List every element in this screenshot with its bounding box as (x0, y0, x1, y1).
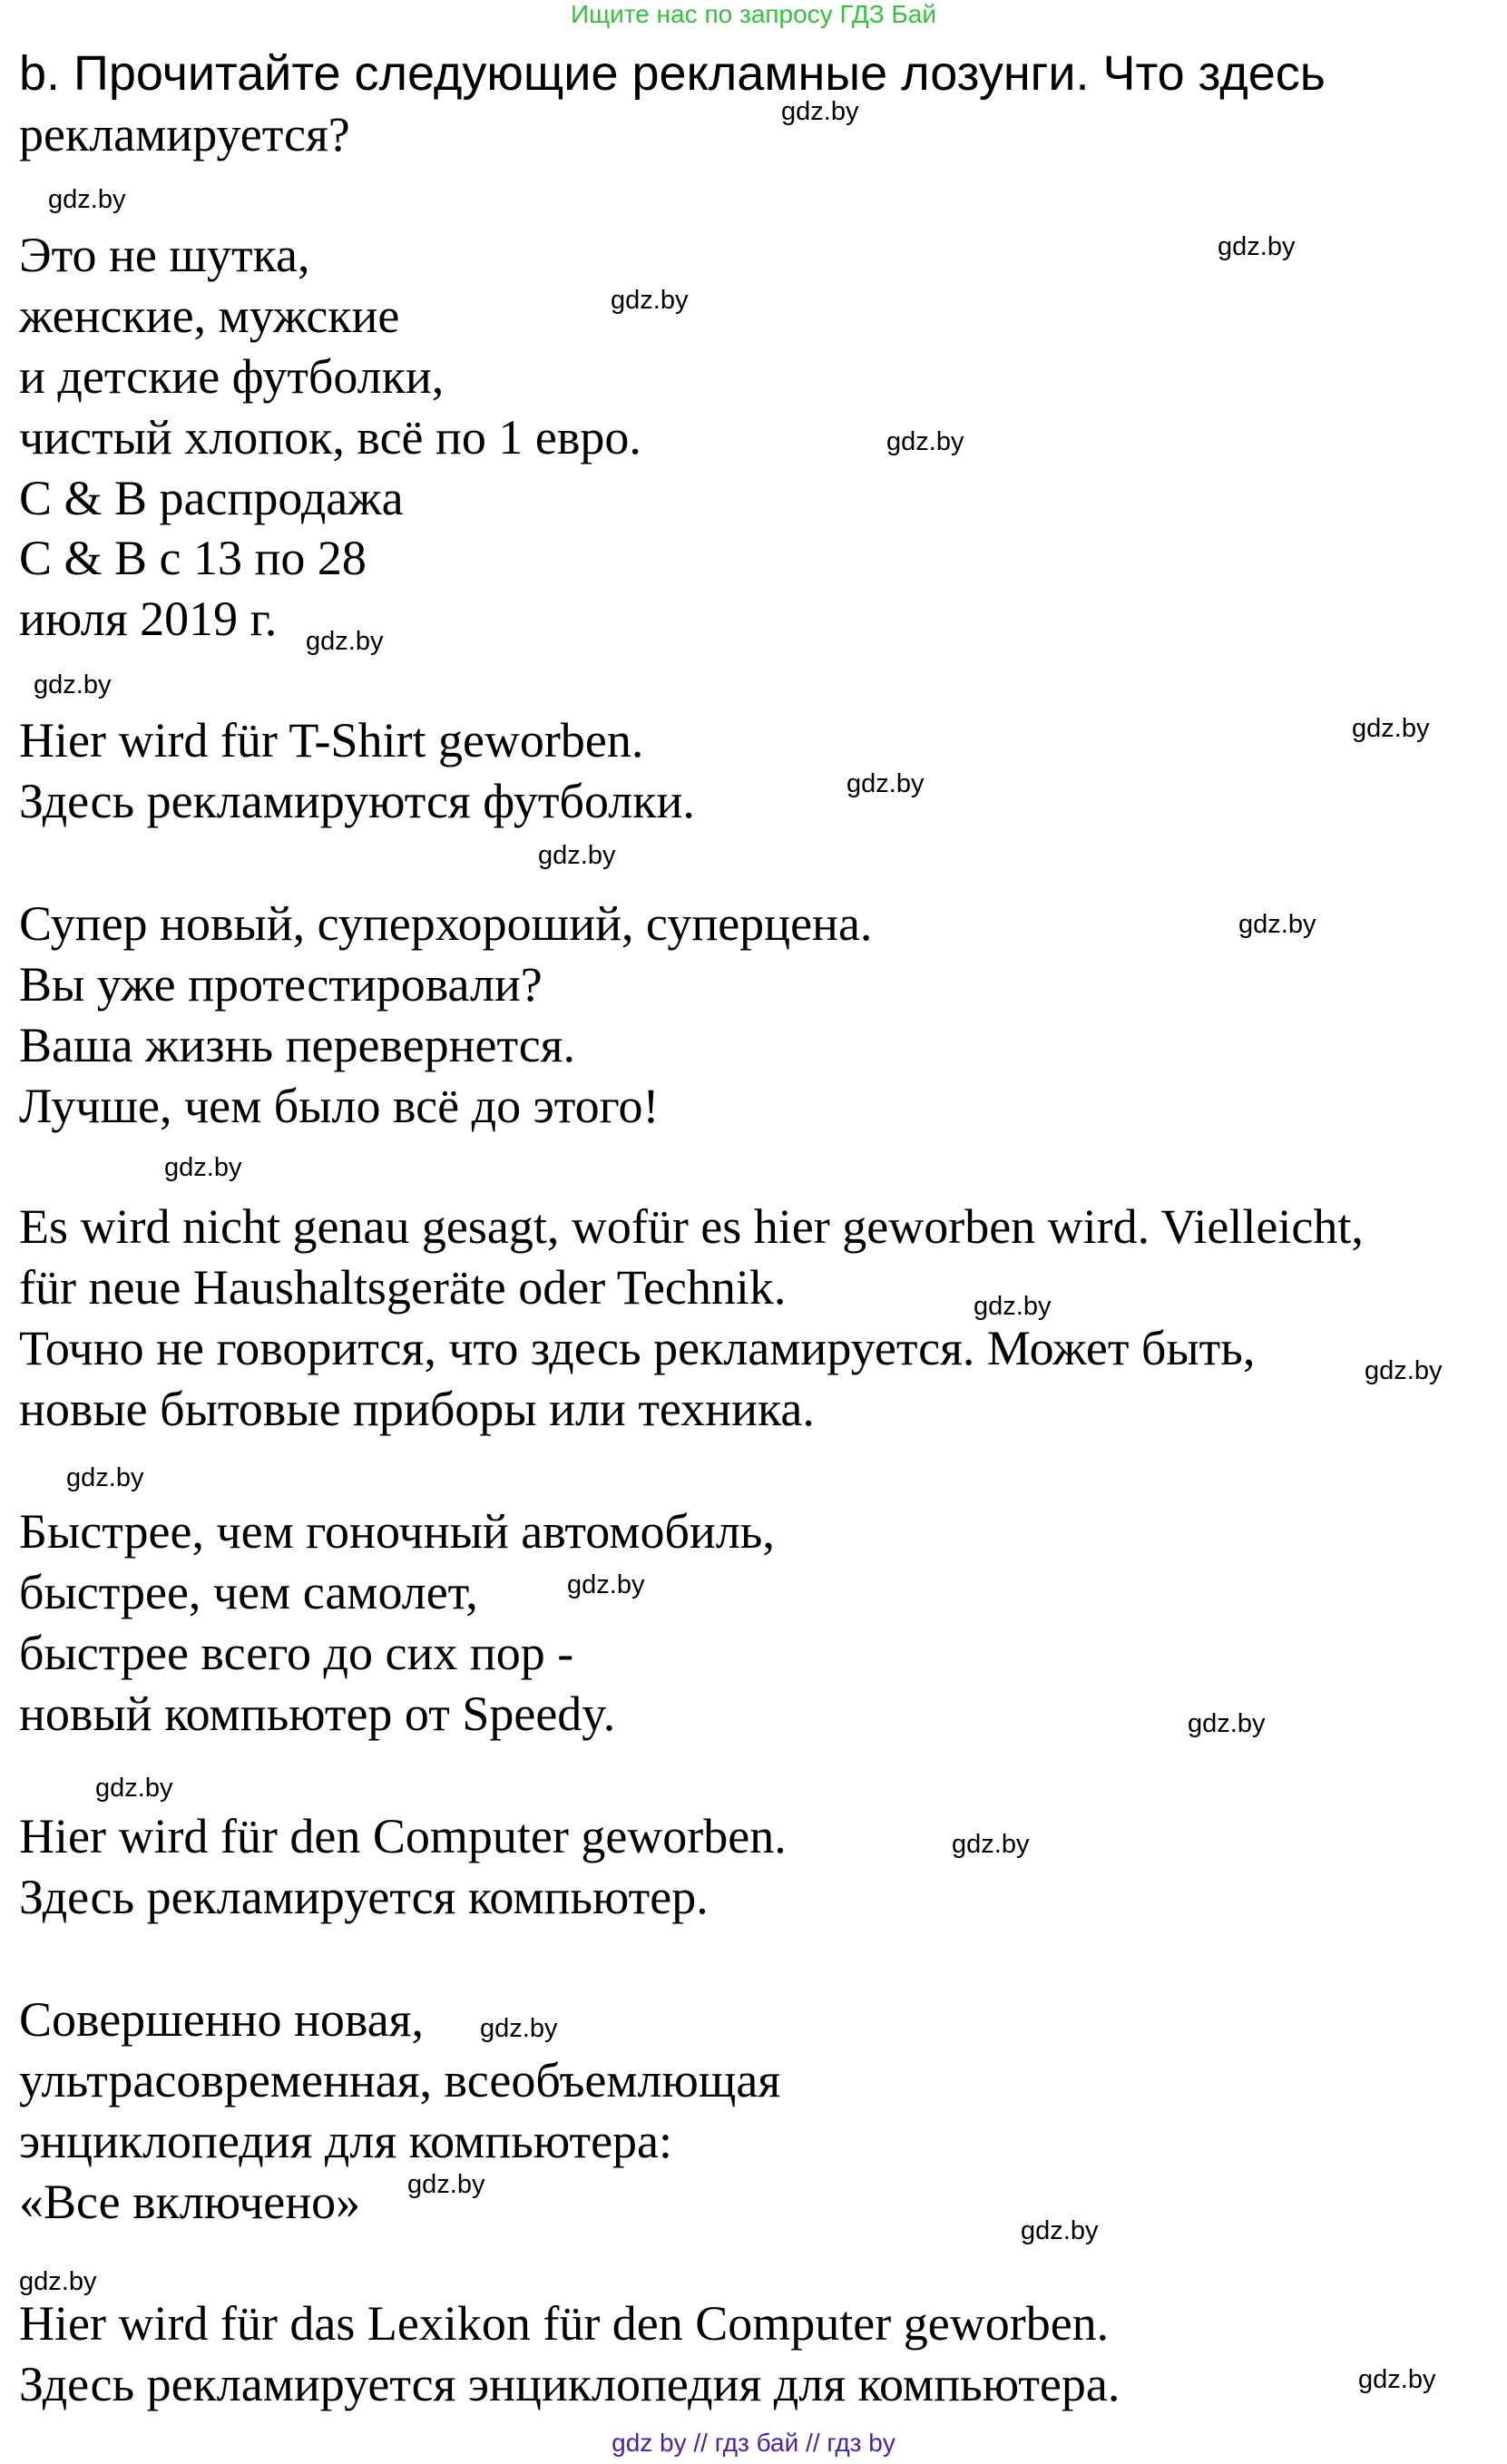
watermark: gdz.by (19, 2267, 97, 2296)
slogan-4-line-3: энциклопедия для компьютера: (19, 2114, 673, 2168)
slogan-3-line-4: новый компьютер от Speedy. (19, 1687, 616, 1741)
slogan-3-line-2: быстрее, чем самолет, (19, 1565, 478, 1619)
watermark: gdz.by (1188, 1709, 1266, 1738)
answer-4-line-2: Здесь рекламируется энциклопедия для компьютера. (19, 2357, 1120, 2411)
slogan-1-line-3: и детские футболки, (19, 349, 445, 404)
watermark: gdz.by (1352, 714, 1430, 743)
watermark: gdz.by (66, 1463, 144, 1492)
watermark: gdz.by (1238, 910, 1316, 939)
watermark: gdz.by (538, 841, 616, 870)
answer-4-line-1: Hier wird für das Lexikon für den Computer geworben. (19, 2296, 1110, 2351)
slogan-1-line-6: C & B с 13 по 28 (19, 531, 367, 585)
slogan-1-line-1: Это не шутка, (19, 228, 310, 282)
watermark: gdz.by (952, 1830, 1030, 1859)
answer-2-line-1: Es wird nicht genau gesagt, wofür es hier geworben wird. Vielleicht, (19, 1199, 1364, 1254)
watermark: gdz.by (567, 1570, 645, 1599)
watermark: gdz.by (34, 670, 112, 699)
slogan-4-line-4: «Все включено» (19, 2175, 361, 2229)
slogan-2-line-4: Лучше, чем было всё до этого! (19, 1079, 660, 1133)
watermark: gdz.by (1021, 2216, 1099, 2245)
slogan-2-line-1: Супер новый, суперхороший, суперцена. (19, 896, 873, 951)
watermark: gdz.by (1358, 2365, 1436, 2394)
watermark: gdz.by (407, 2170, 485, 2199)
answer-1-line-1: Hier wird für T-Shirt geworben. (19, 713, 644, 768)
watermark: gdz.by (48, 185, 126, 214)
answer-2-line-4: новые бытовые приборы или техника. (19, 1382, 815, 1436)
footer-links: gdz by // гдз бай // гдз by (612, 2429, 895, 2457)
slogan-4-line-1: Совершенно новая, (19, 1992, 425, 2047)
slogan-3-line-3: быстрее всего до сих пор - (19, 1626, 574, 1680)
watermark: gdz.by (1218, 232, 1296, 261)
answer-1-line-2: Здесь рекламируются футболки. (19, 774, 695, 828)
slogan-1-line-5: C & B распродажа (19, 471, 404, 525)
task-heading-line-2: рекламируется? (19, 107, 350, 161)
watermark: gdz.by (480, 2014, 558, 2043)
watermark: gdz.by (611, 286, 689, 315)
watermark: gdz.by (886, 427, 964, 456)
slogan-2-line-2: Вы уже протестировали? (19, 957, 543, 1012)
answer-2-line-2: für neue Haushaltsgeräte oder Technik. (19, 1260, 787, 1315)
answer-3-line-1: Hier wird für den Computer geworben. (19, 1809, 787, 1863)
slogan-1-line-7: июля 2019 г. (19, 592, 278, 646)
header-search-hint: Ищите нас по запросу ГДЗ Бай (570, 0, 937, 28)
answer-3-line-2: Здесь рекламируется компьютер. (19, 1870, 709, 1924)
watermark: gdz.by (781, 97, 859, 126)
watermark: gdz.by (1365, 1356, 1443, 1385)
slogan-1-line-2: женские, мужские (19, 288, 400, 343)
watermark: gdz.by (846, 769, 925, 798)
slogan-2-line-3: Ваша жизнь перевернется. (19, 1018, 576, 1072)
watermark: gdz.by (306, 627, 384, 656)
slogan-3-line-1: Быстрее, чем гоночный автомобиль, (19, 1504, 775, 1559)
slogan-1-line-4: чистый хлопок, всё по 1 евро. (19, 410, 641, 464)
task-heading-line-1: b. Прочитайте следующие рекламные лозунги. Что здесь (19, 46, 1326, 101)
watermark: gdz.by (95, 1774, 173, 1803)
answer-2-line-3: Точно не говорится, что здесь рекламируется. Может быть, (19, 1321, 1256, 1375)
watermark: gdz.by (974, 1292, 1052, 1321)
watermark: gdz.by (164, 1153, 242, 1182)
slogan-4-line-2: ультрасовременная, всеобъемлющая (19, 2053, 781, 2107)
